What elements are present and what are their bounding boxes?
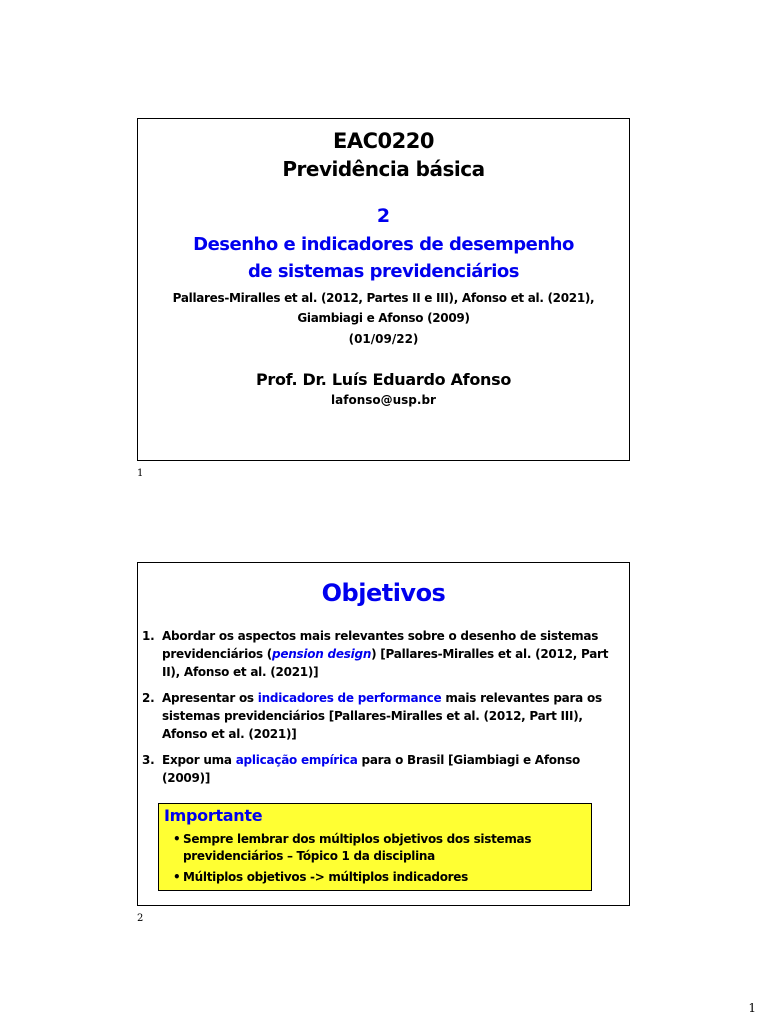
objective-text: Abordar os aspectos mais relevantes sobre o desenho de sistemas previdenciários ( <box>162 629 599 661</box>
slide-2-number: 2 <box>137 913 144 924</box>
professor-email: lafonso@usp.br <box>331 393 436 407</box>
objective-text: para o Brasil [Giambiagi e Afonso (2009)] <box>162 753 580 785</box>
important-item <box>173 869 583 886</box>
objective-text: Expor uma <box>162 753 236 767</box>
references: Pallares-Miralles et al. (2012, Partes II e III), Afonso et al. (2021), Giambiagi e Afonso (2009) <box>172 291 595 325</box>
slide-title: Objetivos <box>321 579 446 607</box>
objective-number: 2. <box>142 691 155 705</box>
objective-highlight: aplicação empírica <box>235 753 358 767</box>
objective-highlight: indicadores de performance <box>257 691 442 705</box>
important-list <box>173 831 583 890</box>
topic-title <box>138 231 629 285</box>
objectives-list <box>142 627 617 795</box>
page-number: 1 <box>748 1001 756 1015</box>
objective-text: ) [Pallares-Miralles et al. (2012, Part II), Afonso et al. (2021)] <box>162 647 609 679</box>
bullet-icon: • <box>173 870 181 884</box>
slide-1 <box>137 118 630 461</box>
topic-title-line1: Desenho e indicadores de desempenho <box>193 234 574 255</box>
objective-item <box>142 627 617 681</box>
objective-text: mais relevantes para os sistemas previdenciários [Pallares-Miralles et al. (2012, Part III), Afonso et al. (2021)] <box>162 691 602 741</box>
topic-number: 2 <box>376 205 391 227</box>
objective-highlight: pension design <box>272 647 372 661</box>
objective-number: 3. <box>142 753 155 767</box>
important-text: Múltiplos objetivos -> múltiplos indicadores <box>183 870 468 884</box>
slide-2 <box>137 562 630 906</box>
objective-item <box>142 689 617 743</box>
important-item <box>173 831 583 865</box>
lecture-date: (01/09/22) <box>348 332 419 346</box>
important-box <box>158 803 592 891</box>
course-title: Previdência básica <box>282 157 485 181</box>
bullet-icon: • <box>173 832 181 846</box>
important-title: Importante <box>164 806 263 825</box>
objective-text: Apresentar os <box>162 691 258 705</box>
objective-item <box>142 751 617 787</box>
objective-number: 1. <box>142 629 155 643</box>
important-text: Sempre lembrar dos múltiplos objetivos dos sistemas previdenciários – Tópico 1 da disciplina <box>183 832 532 863</box>
course-code: EAC0220 <box>333 129 434 153</box>
topic-title-line2: de sistemas previdenciários <box>247 261 520 282</box>
slide-1-number: 1 <box>137 468 144 479</box>
professor-name: Prof. Dr. Luís Eduardo Afonso <box>255 370 512 389</box>
